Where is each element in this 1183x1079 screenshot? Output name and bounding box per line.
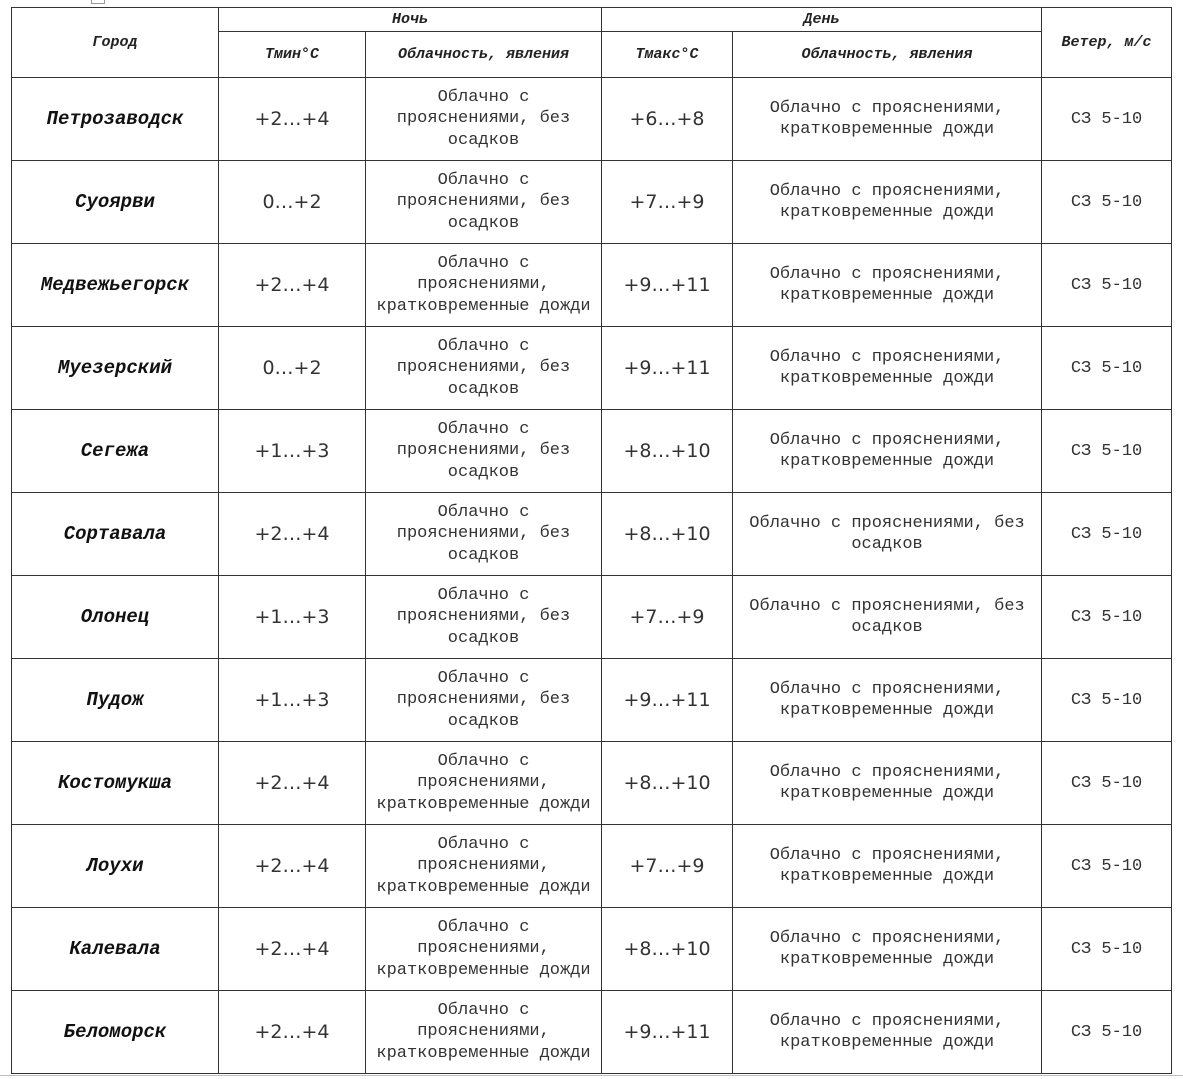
wind-cell: СЗ 5-10 [1042,244,1172,327]
night-cloud-cell: Облачно с прояснениями, без осадков [366,78,602,161]
table-row [12,576,1172,659]
table-row [12,825,1172,908]
wind-cell: СЗ 5-10 [1042,825,1172,908]
tmin-cell: +2…+4 [219,244,366,327]
tmax-cell: +8…+10 [602,410,733,493]
tmin-cell: 0…+2 [219,327,366,410]
tmin-cell: +1…+3 [219,659,366,742]
header-night: Ночь [219,8,602,32]
day-cloud-cell: Облачно с прояснениями, кратковременные дожди [733,410,1042,493]
day-cloud-cell: Облачно с прояснениями, без осадков [733,493,1042,576]
day-cloud-cell: Облачно с прояснениями, кратковременные дожди [733,244,1042,327]
tmax-cell: +9…+11 [602,327,733,410]
city-cell: Петрозаводск [12,78,219,161]
table-row [12,161,1172,244]
day-cloud-cell: Облачно с прояснениями, кратковременные дожди [733,991,1042,1074]
header-wind: Ветер, м/с [1042,8,1172,78]
city-cell: Сортавала [12,493,219,576]
tmin-cell: +1…+3 [219,410,366,493]
night-cloud-cell: Облачно с прояснениями, кратковременные дожди [366,991,602,1074]
day-cloud-cell: Облачно с прояснениями, кратковременные дожди [733,327,1042,410]
tmax-cell: +8…+10 [602,742,733,825]
table-row [12,742,1172,825]
city-cell: Костомукша [12,742,219,825]
tmax-cell: +9…+11 [602,244,733,327]
header-night-cloud: Облачность, явления [366,32,602,78]
day-cloud-cell: Облачно с прояснениями, кратковременные дожди [733,742,1042,825]
tmax-cell: +8…+10 [602,908,733,991]
wind-cell: СЗ 5-10 [1042,991,1172,1074]
night-cloud-cell: Облачно с прояснениями, кратковременные дожди [366,908,602,991]
tmin-cell: 0…+2 [219,161,366,244]
table-row [12,78,1172,161]
city-cell: Медвежьегорск [12,244,219,327]
day-cloud-cell: Облачно с прояснениями, кратковременные дожди [733,908,1042,991]
header-tmin: Тмин°С [219,32,366,78]
tmin-cell: +2…+4 [219,825,366,908]
night-cloud-cell: Облачно с прояснениями, без осадков [366,576,602,659]
tmax-cell: +7…+9 [602,825,733,908]
wind-cell: СЗ 5-10 [1042,908,1172,991]
tmin-cell: +2…+4 [219,742,366,825]
tmax-cell: +9…+11 [602,659,733,742]
city-cell: Калевала [12,908,219,991]
tmax-cell: +6…+8 [602,78,733,161]
night-cloud-cell: Облачно с прояснениями, кратковременные дожди [366,742,602,825]
city-cell: Лоухи [12,825,219,908]
city-cell: Сегежа [12,410,219,493]
table-row [12,410,1172,493]
wind-cell: СЗ 5-10 [1042,576,1172,659]
city-cell: Олонец [12,576,219,659]
table-row [12,493,1172,576]
day-cloud-cell: Облачно с прояснениями, кратковременные дожди [733,825,1042,908]
night-cloud-cell: Облачно с прояснениями, кратковременные дожди [366,825,602,908]
header-tmax: Тмакс°С [602,32,733,78]
night-cloud-cell: Облачно с прояснениями, без осадков [366,493,602,576]
table-row [12,991,1172,1074]
night-cloud-cell: Облачно с прояснениями, кратковременные дожди [366,244,602,327]
header-city: Город [12,8,219,78]
wind-cell: СЗ 5-10 [1042,78,1172,161]
tmax-cell: +7…+9 [602,576,733,659]
tmax-cell: +9…+11 [602,991,733,1074]
bottom-border [0,1075,1183,1076]
tmin-cell: +2…+4 [219,991,366,1074]
night-cloud-cell: Облачно с прояснениями, без осадков [366,327,602,410]
day-cloud-cell: Облачно с прояснениями, кратковременные дожди [733,161,1042,244]
tmax-cell: +7…+9 [602,161,733,244]
city-cell: Беломорск [12,991,219,1074]
night-cloud-cell: Облачно с прояснениями, без осадков [366,410,602,493]
forecast-rows [12,78,1172,1074]
header-day: День [602,8,1042,32]
forecast-table [11,7,1172,1074]
day-cloud-cell: Облачно с прояснениями, кратковременные дожди [733,78,1042,161]
wind-cell: СЗ 5-10 [1042,410,1172,493]
tmin-cell: +2…+4 [219,908,366,991]
tmin-cell: +2…+4 [219,493,366,576]
day-cloud-cell: Облачно с прояснениями, кратковременные дожди [733,659,1042,742]
night-cloud-cell: Облачно с прояснениями, без осадков [366,161,602,244]
wind-cell: СЗ 5-10 [1042,742,1172,825]
table-row [12,908,1172,991]
table-row [12,659,1172,742]
night-cloud-cell: Облачно с прояснениями, без осадков [366,659,602,742]
wind-cell: СЗ 5-10 [1042,327,1172,410]
tmax-cell: +8…+10 [602,493,733,576]
wind-cell: СЗ 5-10 [1042,493,1172,576]
wind-cell: СЗ 5-10 [1042,161,1172,244]
table-row [12,244,1172,327]
table-row [12,327,1172,410]
day-cloud-cell: Облачно с прояснениями, без осадков [733,576,1042,659]
header-row-periods [12,8,1172,32]
tmin-cell: +1…+3 [219,576,366,659]
header-day-cloud: Облачность, явления [733,32,1042,78]
window-corner-mark [91,0,105,4]
city-cell: Муезерский [12,327,219,410]
city-cell: Пудож [12,659,219,742]
city-cell: Суоярви [12,161,219,244]
tmin-cell: +2…+4 [219,78,366,161]
wind-cell: СЗ 5-10 [1042,659,1172,742]
